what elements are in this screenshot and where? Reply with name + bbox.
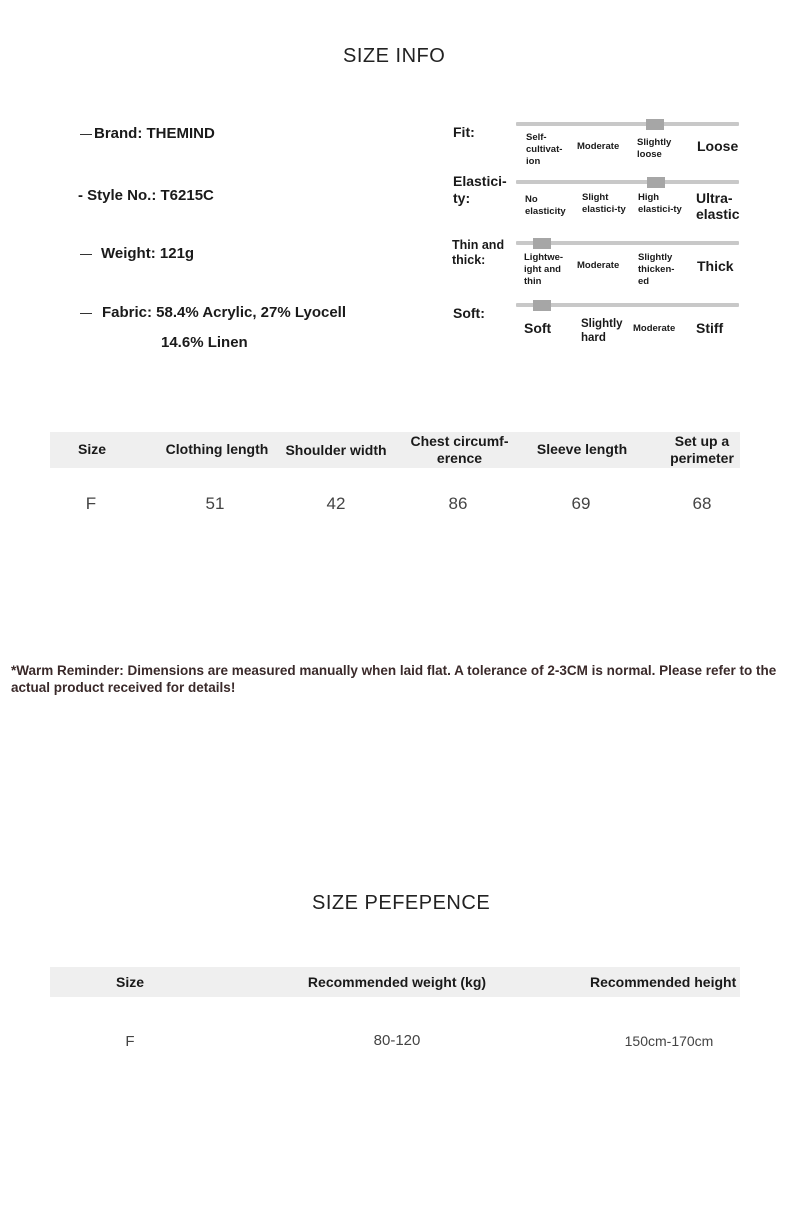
- option-slight-elasticity: Slight elastici-ty: [582, 192, 626, 215]
- attribute-label: Fit:: [453, 124, 475, 140]
- scale-marker: [533, 300, 551, 311]
- option-no-elasticity: No elasticity: [525, 194, 566, 217]
- header-sleeve-length: Sleeve length: [536, 441, 628, 457]
- fabric-line-2: 14.6% Linen: [161, 334, 248, 351]
- header-recommended-height: Recommended height: [590, 974, 737, 990]
- scale-marker: [647, 177, 665, 188]
- cell-size: F: [125, 1033, 135, 1050]
- option-lightweight-thin: Lightwe-ight and thin: [524, 252, 564, 287]
- option-slightly-thickened: Slightly thicken-ed: [638, 252, 675, 287]
- option-stiff: Stiff: [696, 320, 724, 336]
- header-perimeter: Set up a perimeter: [670, 433, 734, 466]
- header-chest-circumference: Chest circumf-erence: [410, 433, 509, 466]
- attribute-label: Elastici-ty:: [453, 173, 507, 206]
- cell-size: F: [85, 494, 97, 513]
- option-self-cultivation: Self-cultivat-ion: [526, 132, 563, 167]
- fabric-text: Fabric: 58.4% Acrylic, 27% Lyocell: [102, 304, 347, 321]
- option-moderate: Moderate: [577, 260, 620, 271]
- option-moderate: Moderate: [577, 141, 620, 152]
- size-info-title: SIZE INFO: [343, 45, 446, 67]
- attribute-label: Thin and thick:: [452, 238, 505, 267]
- dash-icon: [80, 254, 92, 255]
- option-moderate: Moderate: [633, 323, 676, 334]
- brand-text: Brand: THEMIND: [94, 125, 215, 142]
- style-no-line: - Style No.: T6215C: [78, 187, 214, 204]
- size-reference-title: SIZE PEFEPENCE: [312, 892, 491, 914]
- option-high-elasticity: High elastici-ty: [638, 192, 682, 215]
- scale-bar: [516, 122, 739, 126]
- warm-reminder: *Warm Reminder: Dimensions are measured manually when laid flat. A tolerance of 2-3CM is normal. Please refer to the actual product received for details!: [11, 663, 777, 695]
- option-slightly-loose: Slightly loose: [637, 137, 672, 160]
- scale-marker: [533, 238, 551, 249]
- cell-chest: 86: [448, 494, 468, 513]
- option-slightly-hard: Slightly hard: [581, 318, 623, 344]
- option-soft: Soft: [524, 320, 552, 336]
- header-clothing-length: Clothing length: [165, 441, 269, 457]
- cell-recommended-weight: 80-120: [373, 1032, 421, 1049]
- brand-line: [80, 125, 215, 142]
- weight-line: [80, 245, 194, 262]
- scale-marker: [646, 119, 664, 130]
- cell-shoulder-width: 42: [326, 494, 346, 513]
- cell-perimeter: 68: [692, 494, 712, 513]
- cell-sleeve-length: 69: [571, 494, 591, 513]
- header-size: Size: [115, 974, 144, 990]
- cell-recommended-height: 150cm-170cm: [624, 1033, 714, 1049]
- weight-text: Weight: 121g: [101, 245, 195, 262]
- dash-icon: [80, 313, 92, 314]
- attribute-label: Soft:: [453, 305, 485, 321]
- dash-icon: [80, 134, 92, 135]
- fabric-line: [80, 304, 346, 321]
- scale-bar: [516, 180, 739, 184]
- option-thick: Thick: [697, 258, 734, 274]
- header-shoulder-width: Shoulder width: [285, 442, 387, 458]
- option-ultra-elastic: Ultra-elastic: [696, 190, 740, 222]
- header-recommended-weight: Recommended weight (kg): [307, 974, 487, 990]
- option-loose: Loose: [697, 138, 739, 154]
- header-size: Size: [77, 441, 106, 457]
- cell-clothing-length: 51: [205, 494, 225, 513]
